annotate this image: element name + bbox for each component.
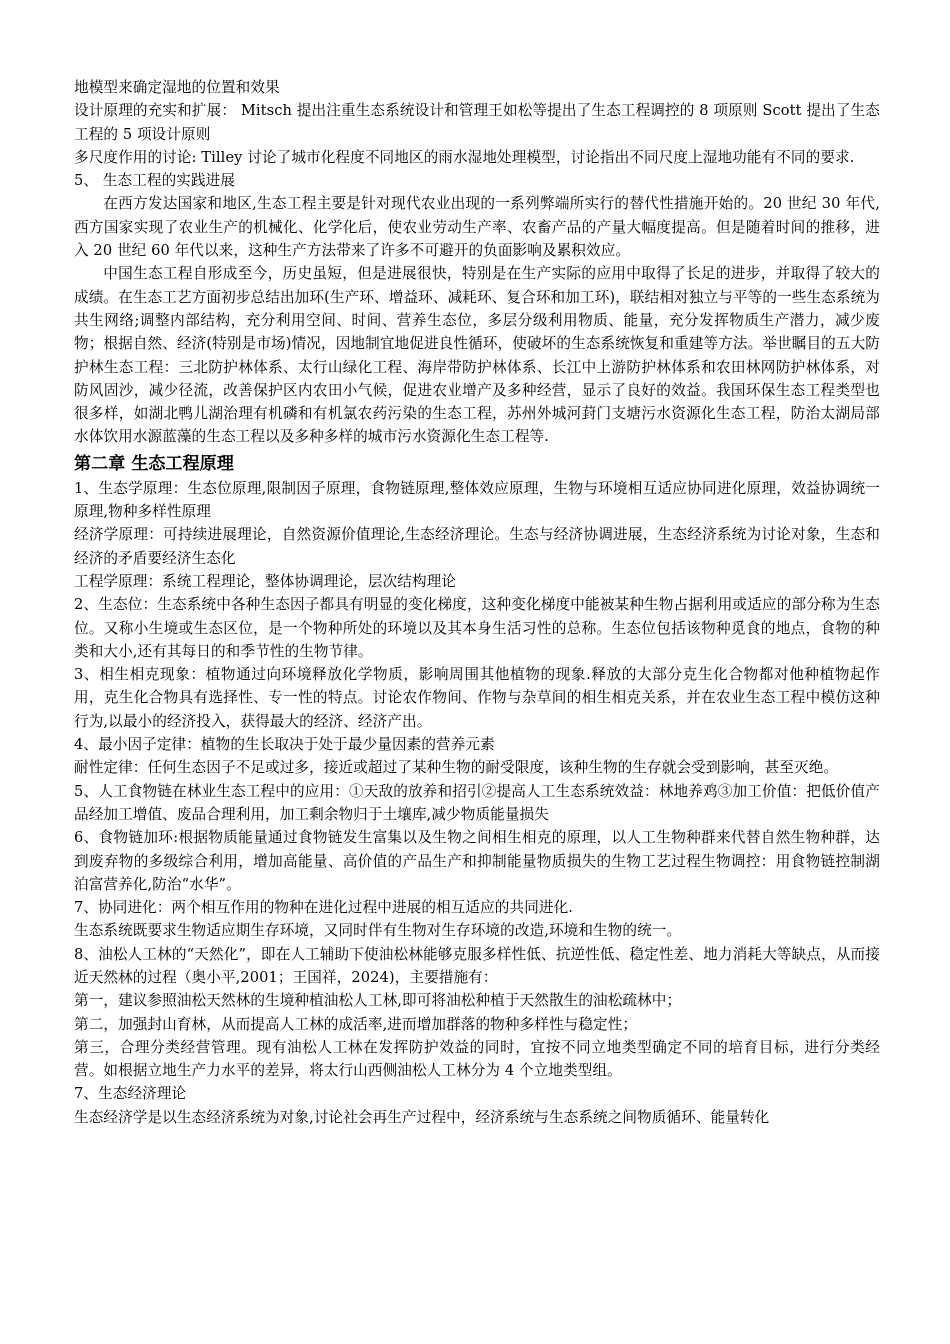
section-heading: 7、生态经济理论 (74, 1085, 187, 1103)
paragraph: 设计原理的充实和扩展： Mitsch 提出注重生态系统设计和管理王如松等提出了生态工程调控的 8 项原则 Scott 提出了生态工程的 5 项设计原则 (74, 102, 880, 143)
paragraph: 中国生态工程自形成至今，历史虽短，但是进展很快，特别是在生产实际的应用中取得了长足的进步，并取得了较大的成绩。在生态工艺方面初步总结出加环(生产环、增益环、减耗环、复合环和加工环)，联结相对独立与平等的一些生态系统为共生网络;调整内部结构，充分利用空间、时间、营养生态位，多层分级利用物质、能量，充分发挥物质生产潜力，减少废物；根据自然、经济(特别是市场)情况，因地制宜地促进良性循环，使破坏的生态系统恢复和重建等方法。举世瞩目的五大防护林生态工程：三北防护林体系、太行山绿化工程、海岸带防护林体系、长江中上游防护林体系和农田林网防护林体系，对防风固沙，减少径流，改善保护区内农田小气候，促进农业增产及多种经营，显示了良好的效益。我国环保生态工程类型也很多样，如湖北鸭儿湖治理有机磷和有机氯农药污染的生态工程，苏州外城河葑门支塘污水资源化生态工程，防治太湖局部水体饮用水源蓝藻的生态工程以及多种多样的城市污水资源化生态工程等. (74, 265, 880, 446)
paragraph: 3、相生相克现象：植物通过向环境释放化学物质，影响周围其他植物的现象.释放的大部分克生化合物都对他种植物起作用，克生化合物具有选择性、专一性的特点。讨论农作物间、作物与杂草间的相生相克关系，并在农业生态工程中模仿这种行为,以最小的经济投入，获得最大的经济、经济产出。 (74, 666, 880, 730)
paragraph: 多尺度作用的讨论: Tilley 讨论了城市化程度不同地区的雨水湿地处理模型，讨论指出不同尺度上湿地功能有不同的要求. (74, 148, 855, 166)
paragraph: 第二，加强封山育林，从而提高人工林的成活率,进而增加群落的物种多样性与稳定性； (74, 1015, 638, 1033)
paragraph: 耐性定律：任何生态因子不足或过多，接近或超过了某种生物的耐受限度，该种生物的生存就会受到影响，甚至灭绝。 (74, 759, 839, 777)
document-page (74, 76, 880, 1129)
paragraph: 生态系统既要求生物适应期生存环境，又同时伴有生物对生存环境的改造,环境和生物的统一。 (74, 922, 682, 940)
paragraph: 4、最小因子定律：植物的生长取决于处于最少量因素的营养元素 (74, 736, 495, 754)
paragraph: 地模型来确定湿地的位置和效果 (74, 79, 280, 96)
paragraph: 5、人工食物链在林业生态工程中的应用：①天敌的放养和招引②提高人工生态系统效益：林地养鸡③加工价值：把低价值产品经加工增值、废品合理利用，加工剩余物归于土壤库,减少物质能量损失 (74, 782, 880, 823)
paragraph: 8、油松人工林的“天然化”，即在人工辅助下使油松林能够克服多样性低、抗逆性低、稳定性差、地力消耗大等缺点，从而接近天然林的过程（奥小平,2001；王国祥，2024)，主要措施有： (74, 945, 880, 986)
chapter-title: 第二章 生态工程原理 (74, 453, 234, 474)
paragraph: 在西方发达国家和地区,生态工程主要是针对现代农业出现的一系列弊端所实行的替代性措施开始的。20 世纪 30 年代,西方国家实现了农业生产的机械化、化学化后，使农业劳动生产率、农畜产品的产量大幅度提高。但是随着时间的推移，进入 20 世纪 60 年代以来，这种生产方法带来了许多不可避开的负面影响及累积效应。 (74, 195, 880, 260)
paragraph: 7、协同进化：两个相互作用的物种在进化过程中进展的相互适应的共同进化. (74, 899, 574, 917)
paragraph: 第一，建议参照油松天然林的生境种植油松人工林,即可将油松种植于天然散生的油松疏林中； (74, 992, 682, 1010)
paragraph: 经济学原理：可持续进展理论，自然资源价值理论,生态经济理论。生态与经济协调进展，生态经济系统为讨论对象，生态和经济的矛盾要经济生态化 (74, 526, 880, 567)
paragraph: 第三，合理分类经营管理。现有油松人工林在发挥防护效益的同时，宜按不同立地类型确定不同的培育目标，进行分类经营。如根据立地生产力水平的差异，将太行山西侧油松人工林分为 4 个立地类型组。 (74, 1038, 880, 1080)
paragraph: 生态经济学是以生态经济系统为对象,讨论社会再生产过程中，经济系统与生态系统之间物质循环、能量转化 (74, 1108, 770, 1126)
paragraph: 2、生态位：生态系统中各种生态因子都具有明显的变化梯度，这种变化梯度中能被某种生物占据利用或适应的部分称为生态位。又称小生境或生态区位，是一个物种所处的环境以及其本身生活习性的总称。生态位包括该物种觅食的地点，食物的种类和大小,还有其每日的和季节性的生物节律。 (74, 596, 880, 660)
section-heading: 5、 生态工程的实践进展 (74, 172, 236, 190)
paragraph: 1、生态学原理：生态位原理,限制因子原理，食物链原理,整体效应原理，生物与环境相互适应协同进化原理，效益协调统一原理,物种多样性原理 (74, 479, 880, 521)
paragraph: 6、食物链加环:根据物质能量通过食物链发生富集以及生物之间相生相克的原理，以人工生物种群来代替自然生物种群，达到废弃物的多级综合利用，增加高能量、高价值的产品生产和抑制能量物质损失的生物工艺过程生物调控：用食物链控制湖泊富营养化,防治“水华”。 (74, 829, 880, 893)
paragraph: 工程学原理：系统工程理论，整体协调理论，层次结构理论 (74, 572, 457, 590)
